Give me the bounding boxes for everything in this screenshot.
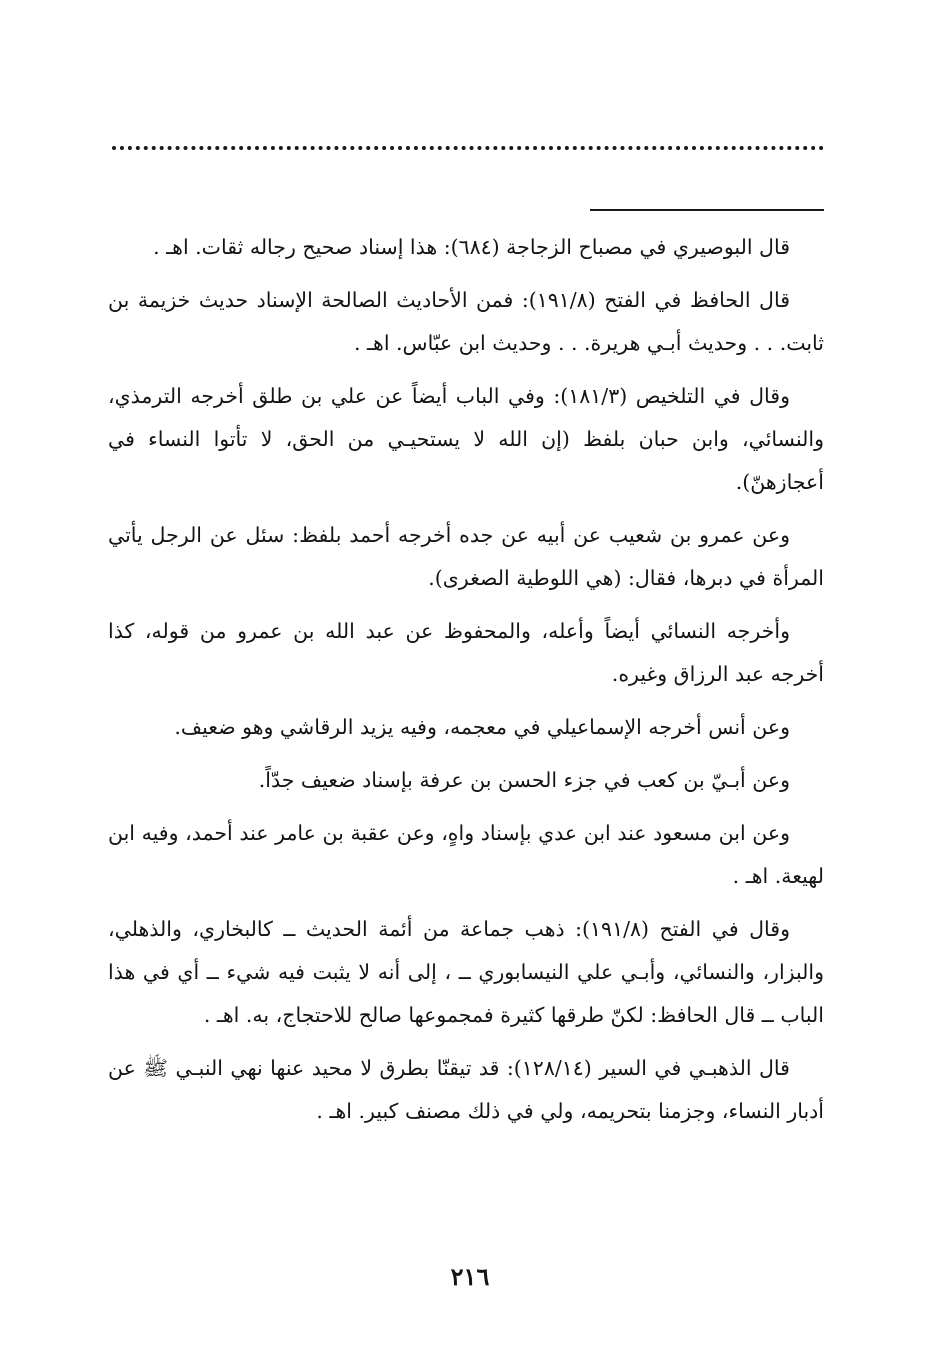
footnote-ubayy: وعن أبـيّ بن كعب في جزء الحسن بن عرفة بإسناد ضعيف جدّاً. [258,768,790,792]
footnote-fath-1: قال الحافظ في الفتح (١٩١/٨): فمن الأحاديث الصالحة الإسناد حديث خزيمة بن ثابت. . . وحديث أبـي هريرة. . . وحديث ابن عبّاس. اهـ . [108,288,824,355]
footnote-ibn-masud: وعن ابن مسعود عند ابن عدي بإسناد واهٍ، وعن عقبة بن عامر عند أحمد، وفيه ابن لهيعة. اهـ . [108,821,824,888]
text-separator-dots [112,146,824,150]
footnote-nasai: وأخرجه النسائي أيضاً وأعله، والمحفوظ عن عبد الله بن عمرو من قوله، كذا أخرجه عبد الرزاق وغيره. [108,619,824,686]
page-number: ٢١٦ [450,1262,490,1291]
footnote-amr-ibn-shuayb: وعن عمرو بن شعيب عن أبيه عن جده أخرجه أحمد بلفظ: سئل عن الرجل يأتي المرأة في دبرها، فقال: (هي اللوطية الصغرى). [108,523,824,590]
footnote-fath-2: وقال في الفتح (١٩١/٨): ذهب جماعة من أئمة الحديث ــ كالبخاري، والذهلي، والبزار، والنسائي، وأبـي علي النيسابوري ــ ، إلى أنه لا يثبت فيه شيء ــ أي في هذا الباب ــ قال الحافظ: لكنّ طرقها كثيرة فمجموعها صالح للاحتجاج، به. اهـ . [108,917,824,1027]
footnotes-section [108,226,824,1143]
footnote-anas: وعن أنس أخرجه الإسماعيلي في معجمه، وفيه يزيد الرقاشي وهو ضعيف. [174,715,790,739]
footnote-rule [590,209,824,211]
footnote-talkhis: وقال في التلخيص (١٨١/٣): وفي الباب أيضاً عن علي بن طلق أخرجه الترمذي، والنسائي، وابن حبان بلفظ (إن الله لا يستحيـي من الحق، لا تأتوا النساء في أعجازهنّ). [108,384,824,494]
footnote-dhahabi: قال الذهبـي في السير (١٢٨/١٤): قد تيقنّا بطرق لا محيد عنها نهي النبـي ﷺ عن أدبار النساء، وجزمنا بتحريمه، ولي في ذلك مصنف كبير. اهـ . [108,1056,824,1123]
footnote-busiri: قال البوصيري في مصباح الزجاجة (٦٨٤): هذا إسناد صحيح رجاله ثقات. اهـ . [153,235,790,259]
